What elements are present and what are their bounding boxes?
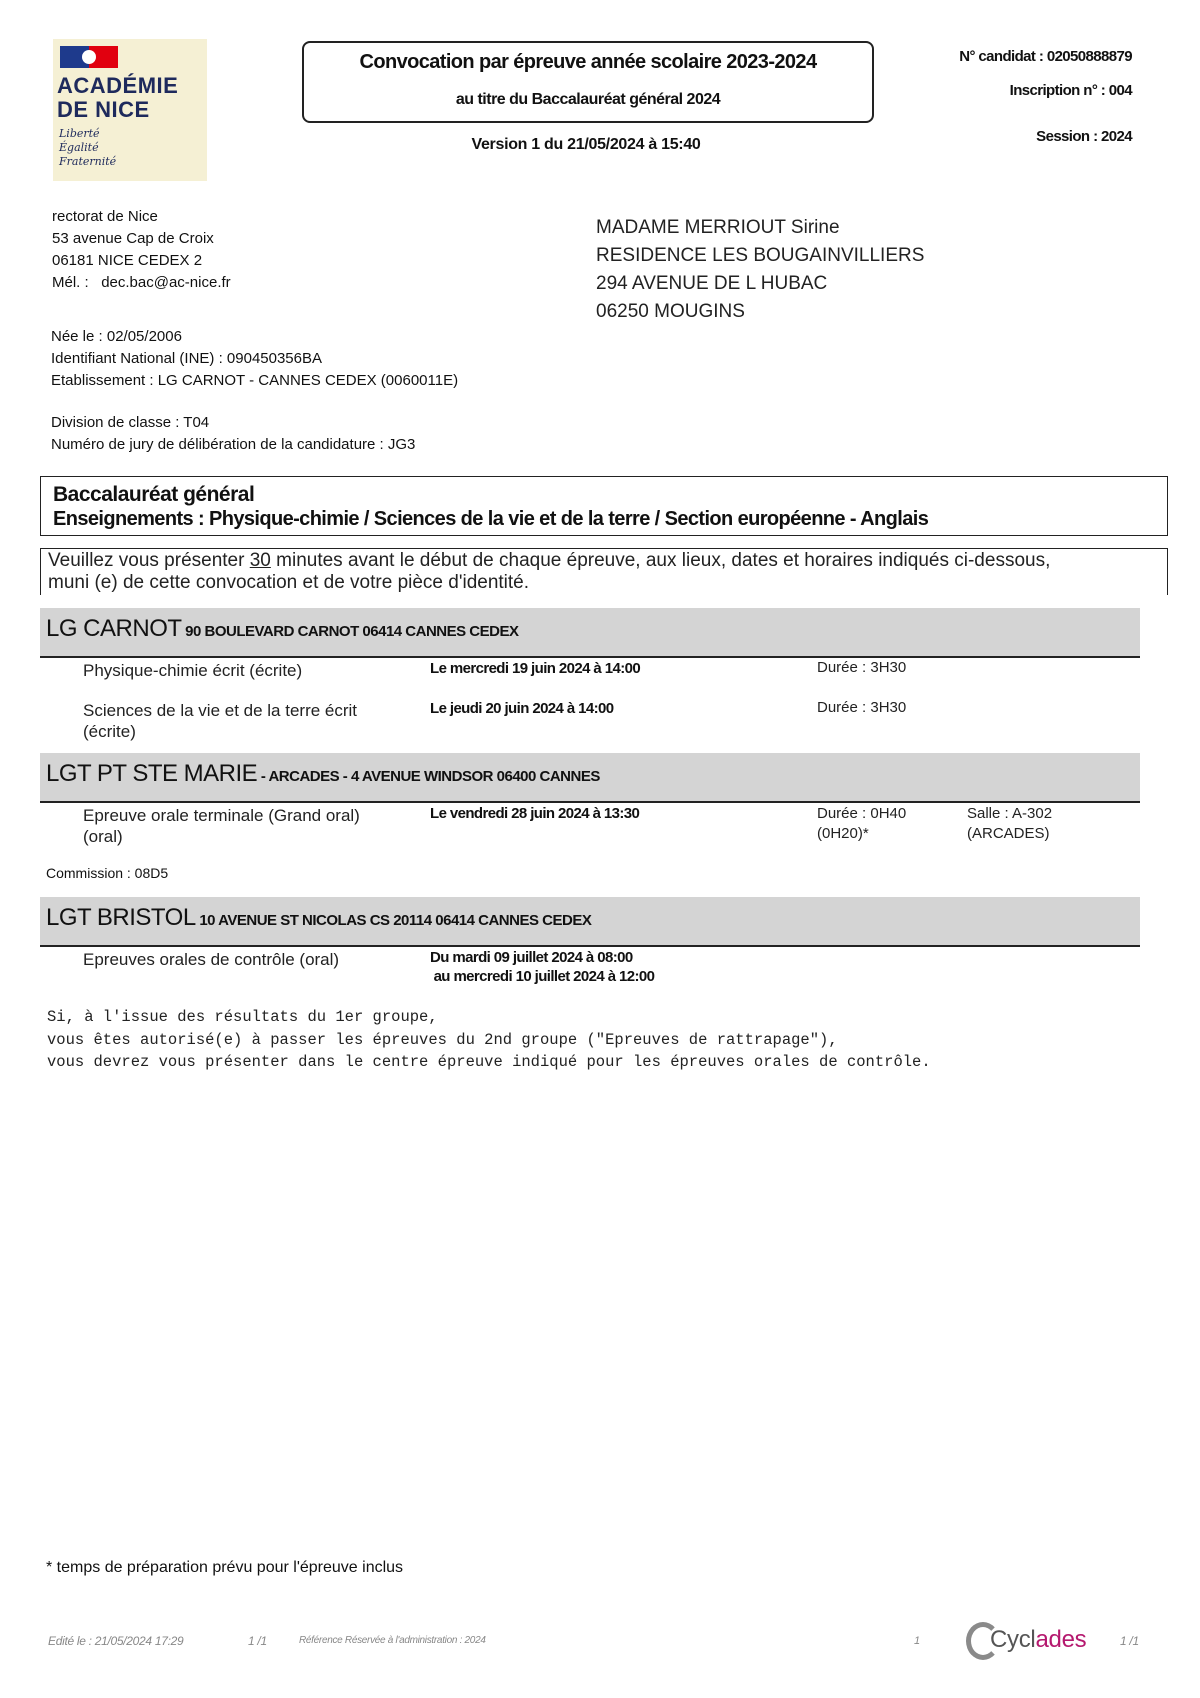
logo-motto: Liberté Égalité Fraternité xyxy=(59,127,117,168)
notice-minutes: 30 xyxy=(249,550,271,571)
logo-line1: ACADÉMIE xyxy=(57,73,179,98)
sender-line1: rectorat de Nice xyxy=(52,208,158,225)
centre-address: - ARCADES - 4 AVENUE WINDSOR 06400 CANNES xyxy=(257,768,600,785)
epreuve-date: Le jeudi 20 juin 2024 à 14:00 xyxy=(430,700,614,717)
document-title: Convocation par épreuve année scolaire 2023-2024 xyxy=(359,51,817,73)
jury-number: Numéro de jury de délibération de la candidature : JG3 xyxy=(51,436,416,453)
sender-line2: 53 avenue Cap de Croix xyxy=(52,230,214,247)
footer-page-right: 1 /1 xyxy=(1120,1634,1139,1648)
footer-page-left: 1 /1 xyxy=(248,1634,267,1648)
epreuve-label: Sciences de la vie et de la terre écrit (écrite) xyxy=(83,701,358,741)
class-info xyxy=(51,412,415,456)
sender-mail-row: Mél. : dec.bac@ac-nice.fr xyxy=(52,274,231,291)
birth-date: Née le : 02/05/2006 xyxy=(51,328,182,345)
centre-name: LGT PT STE MARIE xyxy=(46,760,258,787)
sender-address xyxy=(52,206,231,294)
candidate-number: N° candidat : 02050888879 xyxy=(959,48,1132,65)
centre-band xyxy=(40,753,1140,803)
document-subtitle: au titre du Baccalauréat général 2024 xyxy=(455,91,721,108)
epreuve-label: Epreuve orale terminale (Grand oral) (oral) xyxy=(83,806,360,846)
epreuve-duree: Durée : 3H30 xyxy=(817,659,907,676)
recipient-line1: RESIDENCE LES BOUGAINVILLIERS xyxy=(596,245,925,266)
epreuve-label: Epreuves orales de contrôle (oral) xyxy=(83,950,340,969)
footer-edited: Edité le : 21/05/2024 17:29 xyxy=(48,1634,184,1648)
cyclades-logo: Cyclades xyxy=(966,1620,1106,1664)
inscription-number: Inscription n° : 004 xyxy=(1009,82,1132,99)
marianne-flag-icon xyxy=(60,46,118,68)
rattrapage-note: Si, à l'issue des résultats du 1er groupe, vous êtes autorisé(e) à passer les épreuves du 2nd groupe ("Epreuves de rattrapage"), vous devrez vous présenter dans le centre épreuve indiqué pour les épreuves orales de contrôle. xyxy=(47,1008,931,1071)
centre-band xyxy=(40,897,1140,947)
etablissement: Etablissement : LG CARNOT - CANNES CEDEX (0060011E) xyxy=(51,372,459,389)
sender-line3: 06181 NICE CEDEX 2 xyxy=(52,252,203,269)
recipient-name: MADAME MERRIOUT Sirine xyxy=(596,217,840,238)
division: Division de classe : T04 xyxy=(51,414,210,431)
notice-line2: muni (e) de cette convocation et de votre pièce d'identité. xyxy=(48,572,530,593)
footer-reference: Référence Réservée à l'administration : 2024 xyxy=(299,1635,486,1646)
centre-name: LGT BRISTOL xyxy=(46,904,196,931)
version-line: Version 1 du 21/05/2024 à 15:40 xyxy=(471,136,701,153)
footnote: * temps de préparation prévu pour l'épreuve inclus xyxy=(46,1559,404,1576)
exam-box xyxy=(40,476,1168,536)
recipient-line2: 294 AVENUE DE L HUBAC xyxy=(596,273,828,294)
academie-logo xyxy=(53,39,207,181)
notice-box xyxy=(40,548,1168,595)
epreuve-date: Le mercredi 19 juin 2024 à 14:00 xyxy=(430,660,641,677)
epreuve-salle: Salle : A-302 (ARCADES) xyxy=(967,805,1053,842)
epreuve-duree: Durée : 3H30 xyxy=(817,699,907,716)
recipient-address xyxy=(596,214,924,326)
ine: Identifiant National (INE) : 090450356BA xyxy=(51,350,323,367)
centre-address: 90 BOULEVARD CARNOT 06414 CANNES CEDEX xyxy=(181,623,519,640)
logo-line2: DE NICE xyxy=(57,97,150,122)
exam-enseignements: Enseignements : Physique-chimie / Sciences de la vie et de la terre / Section européenne - Anglais xyxy=(53,508,929,530)
commission: Commission : 08D5 xyxy=(46,865,169,881)
epreuve-date: Du mardi 09 juillet 2024 à 08:00 au mercredi 10 juillet 2024 à 12:00 xyxy=(430,949,655,985)
candidate-info xyxy=(51,326,458,392)
notice-line1: Veuillez vous présenter 30 minutes avant le début de chaque épreuve, aux lieux, dates et horaires indiqués ci-dessous, xyxy=(48,550,1051,571)
centre-name: LG CARNOT xyxy=(46,615,182,642)
footer-one: 1 xyxy=(914,1635,920,1647)
title-box xyxy=(302,41,874,123)
centre-address: 10 AVENUE ST NICOLAS CS 20114 06414 CANNES CEDEX xyxy=(195,912,592,929)
sender-email-link[interactable]: dec.bac@ac-nice.fr xyxy=(101,274,231,291)
epreuve-label: Physique-chimie écrit (écrite) xyxy=(83,661,303,680)
epreuve-date: Le vendredi 28 juin 2024 à 13:30 xyxy=(430,805,640,822)
exam-title: Baccalauréat général xyxy=(53,483,255,506)
epreuve-duree: Durée : 0H40 (0H20)* xyxy=(817,805,907,842)
centre-band xyxy=(40,608,1140,658)
recipient-line3: 06250 MOUGINS xyxy=(596,301,745,322)
session: Session : 2024 xyxy=(1036,128,1132,145)
